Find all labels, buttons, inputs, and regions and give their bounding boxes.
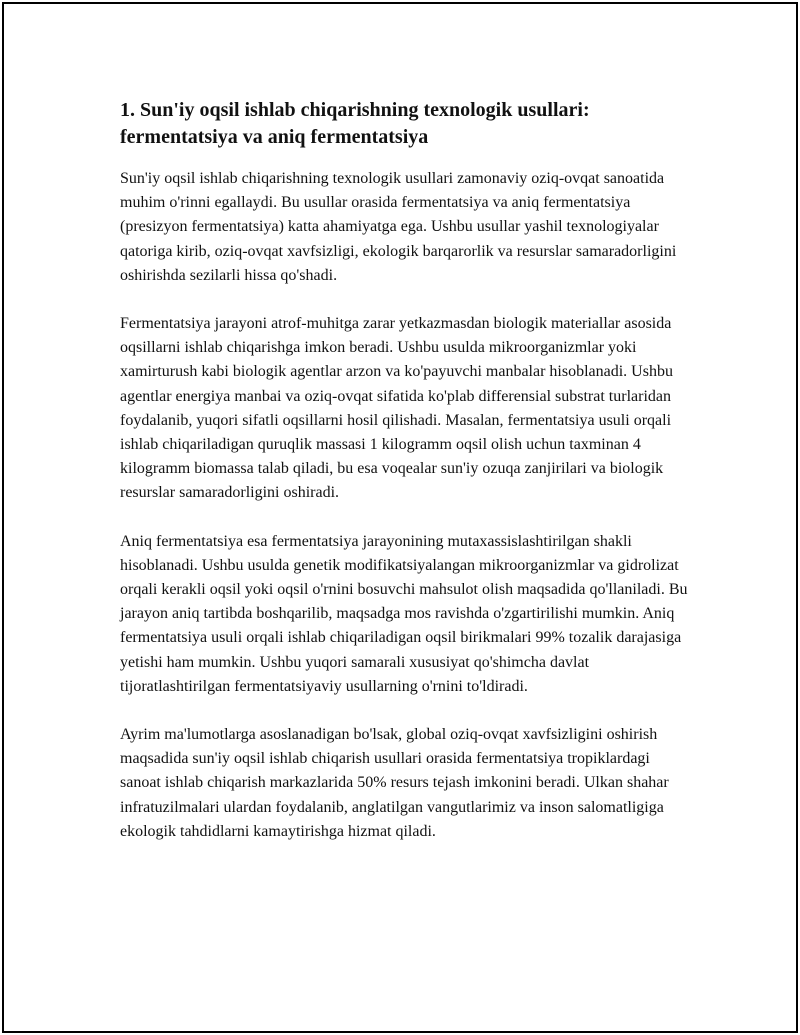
- paragraph-intro: Sun'iy oqsil ishlab chiqarishning texnologik usullari zamonaviy oziq-ovqat sanoatida muhim o'rinni egallaydi. Bu usullar orasida fermentatsiya va aniq fermentatsiya (presizyon fermentatsiya) katta ahamiyatga ega. Ushbu usullar yashil texnologiyalar qatoriga kirib, oziq-ovqat xavfsizligi, ekologik barqarorlik va resurslar samaradorligini oshirishda sezilarli hissa qo'shadi.: [120, 170, 677, 284]
- paragraph-precision-fermentation: Aniq fermentatsiya esa fermentatsiya jarayonining mutaxassislashtirilgan shakli hisoblanadi. Ushbu usulda genetik modifikatsiyalangan mikroorganizmlar va gidrolizat orqali kerakli oqsil yoki oqsil o'rnini bosuvchi mahsulot olish maqsadida qo'llaniladi. Bu jarayon aniq tartibda boshqarilib, maqsadga mos ravishda o'zgartirilishi mumkin. Aniq fermentatsiya usuli orqali ishlab chiqariladigan oqsil birikmalari 99% tozalik darajasiga yetishi ham mumkin. Ushbu yuqori samarali xususiyat qo'shimcha davlat tijoratlashtirilgan fermentatsiyaviy usullarning o'rnini to'ldiradi.: [120, 532, 688, 695]
- paragraph-food-security: Ayrim ma'lumotlarga asoslanadigan bo'lsak, global oziq-ovqat xavfsizligini oshirish maqsadida sun'iy oqsil ishlab chiqarish usullari orasida fermentatsiya tropiklardagi sanoat ishlab chiqarish markazlarida 50% resurs tejash imkonini beradi. Ulkan shahar infratuzilmalari ulardan foydalanib, anglatilgan vangutlarimiz va inson salomatligiga ekologik tahdidlarni kamaytirishga hizmat qiladi.: [120, 726, 669, 840]
- document-body: [120, 97, 692, 868]
- paragraph-fermentation: Fermentatsiya jarayoni atrof-muhitga zarar yetkazmasdan biologik materiallar asosida oqsillarni ishlab chiqarishga imkon beradi. Ushbu usulda mikroorganizmlar yoki xamirturush kabi biologik agentlar arzon va ko'payuvchi manbalar hisoblanadi. Ushbu agentlar energiya manbai va oziq-ovqat sifatida ko'plab differensial substrat turlaridan foydalanib, yuqori sifatli oqsillarni hosil qilishadi. Masalan, fermentatsiya usuli orqali ishlab chiqariladigan quruqlik massasi 1 kilogramm oqsil olish uchun taxminan 4 kilogramm biomassa talab qiladi, bu esa voqealar sun'iy ozuqa zanjirilari va biologik resurslar samaradorligini oshiradi.: [120, 315, 673, 502]
- section-heading: 1. Sun'iy oqsil ishlab chiqarishning texnologik usullari: fermentatsiya va aniq fermentatsiya: [120, 99, 590, 148]
- page-frame: [2, 2, 798, 1033]
